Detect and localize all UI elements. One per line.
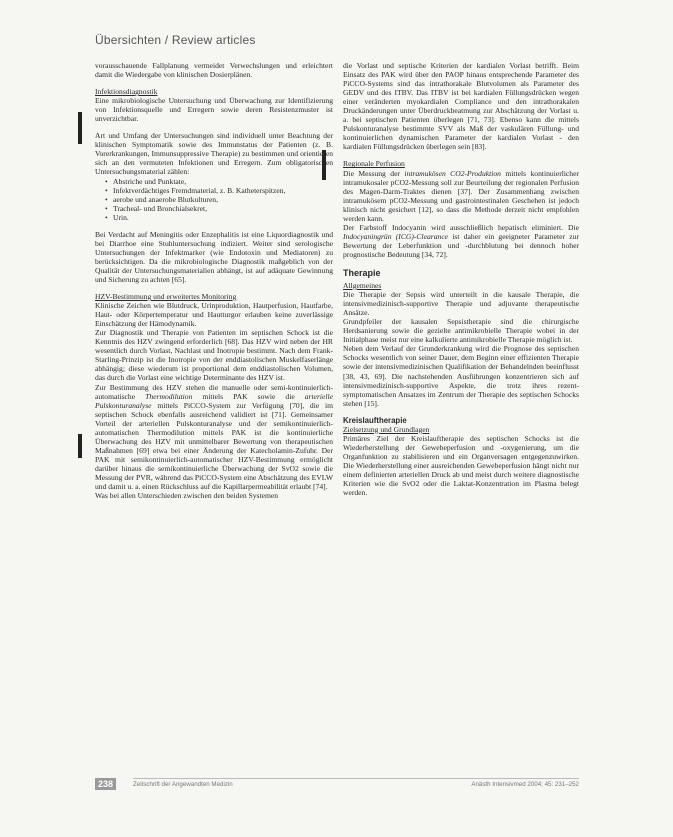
text-span: mittels PAK sowie die [192, 391, 305, 401]
paragraph [95, 383, 333, 492]
text-span: Die Messung der [343, 168, 405, 178]
right-column [343, 61, 579, 497]
subheading-hzv: HZV-Bestimmung und erweitertes Monitoring [95, 292, 237, 302]
footer-citation: Anästh Intensivmed 2004; 45: 231–252 [471, 781, 579, 788]
text-span-italic: arterielle Pulskonturanalyse [95, 391, 333, 410]
page-number: 238 [95, 778, 116, 790]
paragraph: Grundpfeiler der kausalen Sepsistherapie sind die chirurgische Herdsanierung sowie die gezielte antimikrobielle Therapie wobei in der Initialphase meist nur eine kalkulierte antimikrobielle Therapie möglich ist. [343, 317, 579, 345]
bullet-list [95, 177, 333, 222]
text-span-italic: Indocyaningrün (ICG)-Clearance [343, 231, 449, 241]
change-bar [78, 434, 82, 458]
list-item: • Urin. [105, 213, 333, 222]
list-item: • Infektverdächtiges Fremdmaterial, z. B. Katheterspitzen, [105, 186, 333, 195]
subheading-general: Allgemeines [343, 281, 382, 291]
paragraph: Die Therapie der Sepsis wird unterteilt in die kausale Therapie, die intensivmedizinisch-supportive Therapie und adjuvante therapeutische Ansätze. [343, 290, 579, 318]
running-header: Übersichten / Review articles [95, 33, 256, 47]
subheading-regional-perfusion: Regionale Perfusion [343, 159, 405, 169]
section-title-circulation: Kreislauftherapie [343, 415, 407, 425]
list-item: • aerobe und anaerobe Blutkulturen, [105, 195, 333, 204]
text-span-italic: intramukösen CO2-Produktion [404, 168, 501, 178]
section-title-therapy: Therapie [343, 267, 381, 278]
text-span-italic: Thermodilution [145, 391, 193, 401]
paragraph: die Vorlast und septische Kriterien der kardialen Vorlast betrifft. Beim Einsatz des PAK wird über den PAOP hinaus entsprechende Parameter des PiCCO-Systems sind das intrathorakale Blutvolumen als Parameter des GEDV und des ITBV. Das ITBV ist bei kardialen Füllungsdrücken wegen einer veränderten myokardialen Compliance und den intrathorakalen Druckänderungen unter Überdruckbeatmung zur Abschätzung der Vorlast u. a. bei septischen Patienten überlegen [71, 73]. Ebenso kann die mittels Pulskonturanalyse bestimmte SVV als Maß der vaskulären Füllung- und kontinuierlichen dynamischen Parameter der kardialen Vorlast - den kardialen Füllungsdrücken überlegen sein [83]. [343, 61, 579, 152]
list-item: • Tracheal- und Bronchialsekret, [105, 204, 333, 213]
text-span: ist daher ein geeigneter Parameter zur Bewertung der Leberfunktion und -durchblutung bei dennoch hoher prognostische Bedeutung [34, 72]. [343, 231, 579, 259]
change-bar [78, 112, 82, 144]
subheading-infection-diagnostics: Infektionsdiagnostik [95, 87, 158, 97]
paragraph: Eine mikrobiologische Untersuchung und Überwachung zur Identifizierung von Infektionsquelle und Erregern sowie deren Resistenzmuster ist unverzichtbar. [95, 96, 333, 124]
paragraph: Neben dem Verlauf der Grunderkrankung wird die Prognose des septischen Schocks wesentlich von seiner Dauer, dem Beginn einer effizienten Therapie sowie der intensivmedizinischen Qualifikation der Behandelnden beeinflusst [38, 43, 69]. Die nachstehenden Ausführungen konzentrieren sich auf intensivmedizinisch-supportive Aspekte, die trotz ihres rezent-symptomatischen Ansatzes im Zentrum der Therapie des septischen Schocks stehen [15]. [343, 344, 579, 408]
paragraph: Bei Verdacht auf Meningitis oder Enzephalitis ist eine Liquordiagnostik und bei Diarrhoe eine Stuhluntersuchung indiziert. Weiter sind serologische Untersuchungen der Infektmarker (wie Endotoxin und Mediatoren) zu berücksichtigen. Da die mikrobiologische Diagnostik maßgeblich von der Qualität der Untersuchungsmaterialien abhängt, ist auf adäquate Gewinnung und Sicherung zu achten [65]. [95, 229, 333, 284]
paragraph: Art und Umfang der Untersuchungen sind individuell unter Beachtung der klinischen Symptomatik sowie des Immunstatus der Patienten (z. B. Vorerkrankungen, Immunsuppressive Therapie) zu bestimmen und orientieren sich an den vermuteten Infektionen und Erregern. Zum obligatorischen Untersuchungsmaterial zählen: [95, 131, 333, 177]
footer-journal: Zeitschrift der Angewandten Medizin [133, 781, 233, 788]
list-item: • Abstriche und Punktate, [105, 177, 333, 186]
page-footer [95, 778, 579, 792]
subheading-goals: Zielsetzung und Grundlagen [343, 424, 430, 434]
text-span: Zur Bestimmung des HZV stehen die manuelle oder semi-kontinuierlich-automatische [95, 382, 333, 401]
paragraph: vorausschauende Fallplanung vermeidet Verwechslungen und erleichtert damit die Wiedergabe von klinischen Dosierplänen. [95, 61, 333, 80]
paragraph: Zur Diagnostik und Therapie von Patienten im septischen Schock ist die Kenntnis des HZV zwingend erforderlich [68]. Das HZV wird neben der HR wesentlich durch Vorlast, Nachlast und Inotropie bestimmt. Nach dem Frank-Starling-Prinzip ist die Inotropie von der enddiastolischen Muskelfaserlänge abhängig; diese wiederum ist proportional dem enddiastolischen Volumen, das durch die Vorlast eine wichtige Determinante des HZV ist. [95, 328, 333, 383]
paragraph: Was bei allen Unterschieden zwischen den beiden Systemen [95, 491, 279, 501]
paragraph [343, 223, 579, 259]
footer-rule [133, 778, 579, 779]
paragraph [343, 169, 579, 223]
text-span: mittels kontinuierlicher intramukosaler pCO2-Messung soll zur Beurteilung der regionalen Perfusion des Magen-Darm-Traktes dienen [37]. Der Zusammenhang zwischen intramukösem pCO2-Messung und gastrointestinalen Geschehen ist jedoch klinisch nicht gesichert [12], so dass die Methode derzeit nicht empfohlen werden kann. [343, 168, 580, 223]
paragraph: Klinische Zeichen wie Blutdruck, Urinproduktion, Hautperfusion, Hautfarbe, Haut- oder Körpertemperatur und Hautturgor erlauben keine zuverlässige Einschätzung der Hämodynamik. [95, 301, 333, 329]
text-span: Der Farbstoff Indocyanin wird ausschließlich hepatisch eliminiert. Die [343, 222, 579, 232]
paragraph: Primäres Ziel der Kreislauftherapie des septischen Schocks ist die Wiederherstellung der Gewebeperfusion und -oxygenierung, um die Organfunktion zu stabilisieren und ein Organversagen entgegenzuwirken. Die Wiederherstellung einer ausreichenden Gewebeperfusion hängt nicht nur einem definierten arteriellen Druck ab und meist durch weitere diagnostische Kriterien wie die SvO2 oder die Laktat-Konzentration im Plasma belegt werden. [343, 433, 579, 498]
left-column [95, 61, 333, 500]
text-span: mittels PiCCO-System zur Verfügung [70], die im septischen Schock ebenfalls ausreichend validiert ist [71]. Gemeinsamer Vorteil der arteriellen Pulskonturanalyse und der semikontinuierlich-automatischen Thermodilution mittels PAK ist die kontinuierliche Überwachung des HZV mit unmittelbarer Bewertung von therapeutischen Maßnahmen [69] etwa bei einer Änderung der Katecholamin-Zufuhr. Der PAK mit semikontinuierlich-automatischer HZV-Bestimmung ermöglicht darüber hinaus die semikontinuierliche Überwachung der SvO2 sowie die Messung der PVR, während das PiCCO-System eine Abschätzung des EVLW und damit u. a. einen Rückschluss auf die Kapillarpermeabilität erlaubt [74]. [95, 400, 333, 492]
